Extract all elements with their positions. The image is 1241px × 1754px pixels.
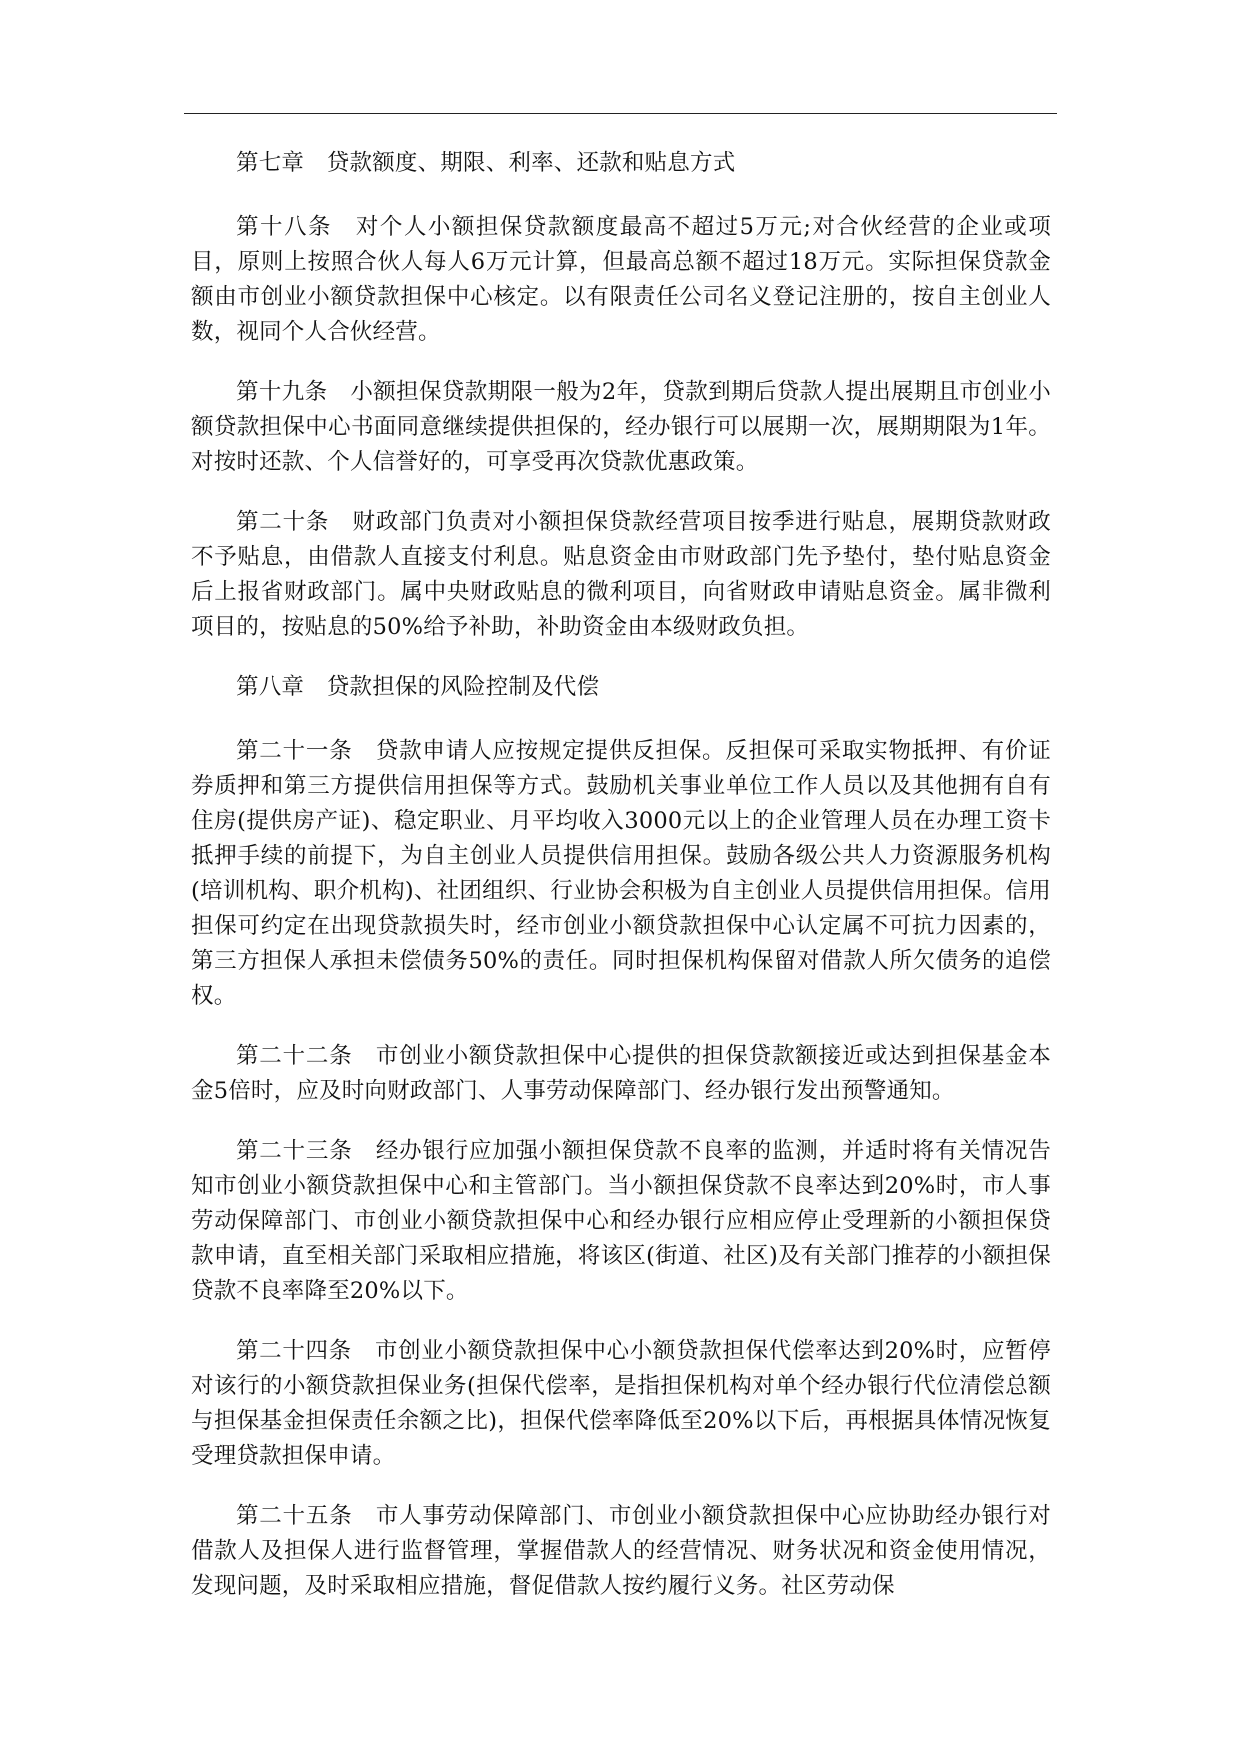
article-23: 第二十三条 经办银行应加强小额担保贷款不良率的监测，并适时将有关情况告知市创业小额贷款担保中心和主管部门。当小额担保贷款不良率达到20%时，市人事劳动保障部门、市创业小额贷款担保中心和经办银行应相应停止受理新的小额担保贷款申请，直至相关部门采取相应措施，将该区(街道、社区)及有关部门推荐的小额担保贷款不良率降至20%以下。 [191,1138,1051,1304]
article-22: 第二十二条 市创业小额贷款担保中心提供的担保贷款额接近或达到担保基金本金5倍时，应及时向财政部门、人事劳动保障部门、经办银行发出预警通知。 [191,1043,1051,1104]
article-18: 第十八条 对个人小额担保贷款额度最高不超过5万元;对合伙经营的企业或项目，原则上按照合伙人每人6万元计算，但最高总额不超过18万元。实际担保贷款金额由市创业小额贷款担保中心核定。以有限责任公司名义登记注册的，按自主创业人数，视同个人合伙经营。 [191,214,1051,345]
header-rule [184,113,1057,114]
article-20: 第二十条 财政部门负责对小额担保贷款经营项目按季进行贴息，展期贷款财政不予贴息，由借款人直接支付利息。贴息资金由市财政部门先予垫付，垫付贴息资金后上报省财政部门。属中央财政贴息的微利项目，向省财政申请贴息资金。属非微利项目的，按贴息的50%给予补助，补助资金由本级财政负担。 [191,509,1051,640]
chapter-8-heading: 第八章 贷款担保的风险控制及代偿 [236,674,600,700]
chapter-7-heading: 第七章 贷款额度、期限、利率、还款和贴息方式 [236,150,736,176]
article-25: 第二十五条 市人事劳动保障部门、市创业小额贷款担保中心应协助经办银行对借款人及担保人进行监督管理，掌握借款人的经营情况、财务状况和资金使用情况，发现问题，及时采取相应措施，督促借款人按约履行义务。社区劳动保 [191,1503,1051,1599]
document-body [191,146,1051,1629]
article-19: 第十九条 小额担保贷款期限一般为2年，贷款到期后贷款人提出展期且市创业小额贷款担保中心书面同意继续提供担保的，经办银行可以展期一次，展期期限为1年。对按时还款、个人信誉好的，可享受再次贷款优惠政策。 [191,379,1051,475]
article-24: 第二十四条 市创业小额贷款担保中心小额贷款担保代偿率达到20%时，应暂停对该行的小额贷款担保业务(担保代偿率，是指担保机构对单个经办银行代位清偿总额与担保基金担保责任余额之比)，担保代偿率降低至20%以下后，再根据具体情况恢复受理贷款担保申请。 [191,1338,1051,1469]
article-21: 第二十一条 贷款申请人应按规定提供反担保。反担保可采取实物抵押、有价证券质押和第三方提供信用担保等方式。鼓励机关事业单位工作人员以及其他拥有自有住房(提供房产证)、稳定职业、月平均收入3000元以上的企业管理人员在办理工资卡抵押手续的前提下，为自主创业人员提供信用担保。鼓励各级公共人力资源服务机构(培训机构、职介机构)、社团组织、行业协会积极为自主创业人员提供信用担保。信用担保可约定在出现贷款损失时，经市创业小额贷款担保中心认定属不可抗力因素的，第三方担保人承担未偿债务50%的责任。同时担保机构保留对借款人所欠债务的追偿权。 [191,738,1051,1009]
